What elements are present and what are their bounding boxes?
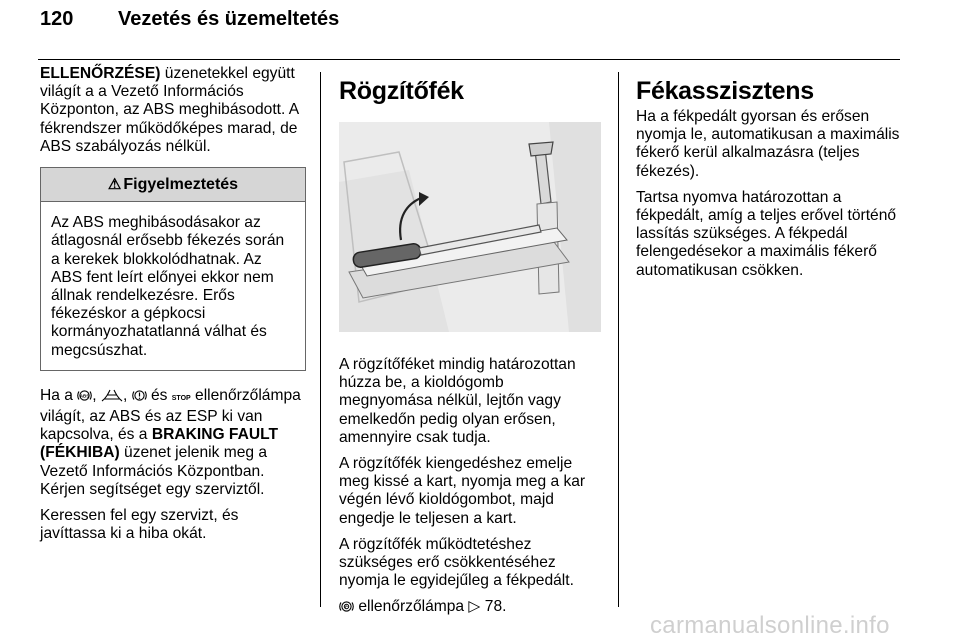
header-rule	[38, 59, 900, 60]
text: és	[146, 386, 172, 404]
warning-title: Figyelmeztetés	[123, 176, 239, 194]
column-parking-brake	[339, 74, 601, 625]
page-reference-arrow-icon: ▷	[468, 598, 481, 616]
page-header	[40, 8, 339, 31]
braking-fault-message: BRAKING FAULT (FÉKHIBA)	[40, 426, 279, 462]
text: üzenet jelenik meg a Vezető Információs Központban. Kérjen segítséget egy szerviztől.	[40, 444, 268, 498]
parking-brake-lamp-reference	[339, 598, 601, 616]
abs-intro-paragraph	[40, 65, 306, 156]
column-abs	[40, 65, 306, 551]
parking-brake-heading: Rögzítőfék	[339, 77, 464, 105]
watermark: carmanualsonline.info	[650, 612, 890, 639]
text: ellenőrzőlámpa	[354, 598, 469, 616]
abs-lamp-paragraph	[40, 387, 306, 499]
svg-text:ABS: ABS	[80, 393, 90, 399]
parking-brake-apply-paragraph: A rögzítőféket mindig határozottan húzza be, a kioldógomb megnyomása nélkül, lejtőn vagy emelkedőn pedig olyan erősen, amennyire csak tudja.	[339, 356, 576, 446]
intro-bold: ELLENŐRZÉSE)	[40, 65, 161, 82]
intro-text: üzenetekkel együtt világít a a Vezető Információs Központon, az ABS meghibásodott. A fékrendszer működőképes marad, de ABS szabályozás nélkül.	[40, 65, 299, 155]
column-brake-assist	[636, 74, 904, 288]
stop-lamp-icon: STOP	[171, 394, 191, 402]
svg-text:P: P	[345, 604, 348, 610]
text: ,	[122, 386, 132, 404]
text: ellenőrzőlámpa világít, az ABS és az ESP ki van kapcsolva, és a	[40, 386, 301, 444]
text: Ha a	[40, 386, 78, 404]
page-number: 120	[40, 8, 74, 30]
esp-lamp-icon	[101, 389, 123, 402]
text: ,	[92, 386, 101, 404]
service-paragraph: Keressen fel egy szervizt, és javíttassa ki a hiba okát.	[40, 507, 239, 543]
brake-lamp-icon	[132, 389, 147, 402]
brake-assist-paragraph-1: Ha a fékpedált gyorsan és erősen nyomja le, automatikusan a maximális fékerő kerül alkalmazásra (teljes fékezés).	[636, 108, 900, 180]
abs-lamp-icon	[77, 389, 92, 402]
page-reference[interactable]: 78.	[484, 598, 507, 616]
warning-text: Az ABS meghibásodásakor az átlagosnál erősebb fékezés során a kerekek blokkolódhatnak. Az ABS fent leírt előnyei ekkor nem állnak rendelkezésre. Erős fékezéskor a gépkocsi kormányozhatatlanná válhat és megcsúszhat.	[51, 214, 285, 359]
brake-assist-heading: Fékasszisztens	[636, 77, 814, 105]
parking-brake-pedal-paragraph: A rögzítőfék működtetéshez szükséges erő csökkentéséhez nyomja le egyidejűleg a fékpedált.	[339, 535, 574, 590]
column-divider	[618, 72, 619, 607]
section-title: Vezetés és üzemeltetés	[118, 8, 340, 30]
warning-triangle-icon: ⚠	[107, 176, 122, 194]
brake-assist-paragraph-2: Tartsa nyomva határozottan a fékpedált, amíg a teljes erővel történő lassítás szükséges. A fékpedál felengedésekor a maximális fékerő automatikusan csökken.	[636, 188, 897, 279]
parking-brake-illustration	[339, 122, 601, 332]
parking-brake-release-paragraph: A rögzítőfék kiengedéshez emelje meg kissé a kart, nyomja meg a kar végén lévő kioldógombot, majd engedje le teljesen a kart.	[339, 455, 586, 527]
column-divider	[320, 72, 321, 607]
brake-lamp-icon	[339, 600, 354, 613]
warning-header	[41, 168, 305, 202]
warning-box	[40, 167, 306, 371]
